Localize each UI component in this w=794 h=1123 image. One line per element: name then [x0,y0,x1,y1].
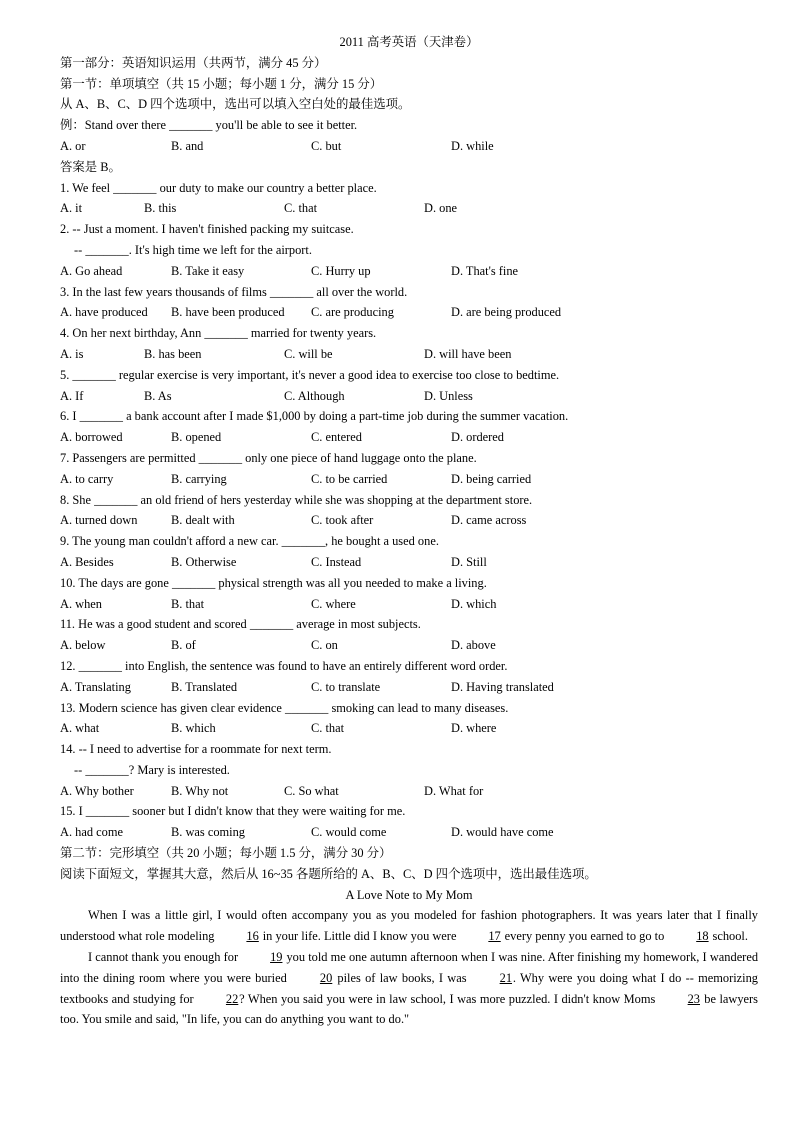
question-4-option-a: A. is [60,346,84,361]
question-7-options [60,469,758,490]
passage-text: ? When you said you were in law school, I was more puzzled. I didn't know Moms [239,991,659,1006]
passage-text: piles of law books, I was [333,970,471,985]
question-8-option-a: A. turned down [60,513,138,528]
question-10-option-a: A. when [60,596,102,611]
question-13-option-b: B. which [171,721,216,736]
passage-title: A Love Note to My Mom [345,887,473,902]
question-13-option-c: C. that [311,721,345,736]
question-4-option-d: D. will have been [424,346,512,361]
question-13-option-a: A. what [60,721,100,736]
example-option-b: B. and [171,138,204,153]
question-12-stem: 12. _______ into English, the sentence was found to have an entirely different word order. [60,658,508,673]
example-option-d: D. while [451,138,494,153]
cloze-blank-17: 17 [488,929,501,944]
question-9-option-a: A. Besides [60,554,114,569]
question-9-options [60,552,758,573]
question-11-option-c: C. on [311,638,338,653]
example-stem: 例：Stand over there _______ you'll be able to see it better. [60,118,358,133]
cloze-blank-19: 19 [270,950,283,965]
question-3-stem: 3. In the last few years thousands of films _______ all over the world. [60,284,408,299]
question-2-options [60,261,758,282]
question-7-option-d: D. being carried [451,471,532,486]
question-3-options [60,302,758,323]
question-8-options [60,510,758,531]
question-6-option-b: B. opened [171,430,222,445]
question-1-option-c: C. that [284,201,318,216]
question-15-option-c: C. would come [311,825,387,840]
question-1-option-a: A. it [60,201,83,216]
question-9-option-d: D. Still [451,554,487,569]
question-14-options [60,781,758,802]
question-2-stem: -- _______. It's high time we left for the airport. [74,242,312,257]
question-14-option-c: C. So what [284,783,339,798]
question-6-option-d: D. ordered [451,430,504,445]
question-15-option-d: D. would have come [451,825,554,840]
section2-instructions: 阅读下面短文，掌握其大意，然后从 16~35 各题所给的 A、B、C、D 四个选项中，选出最佳选项。 [60,866,597,881]
question-11-option-b: B. of [171,638,196,653]
page-title: 2011 高考英语（天津卷） [339,35,479,49]
passage-text: I cannot thank you enough for [88,950,242,965]
question-7-stem: 7. Passengers are permitted _______ only one piece of hand luggage onto the plane. [60,450,477,465]
question-8-option-d: D. came across [451,513,527,528]
question-7-option-b: B. carrying [171,471,227,486]
question-2-option-d: D. That's fine [451,263,519,278]
example-options [60,136,758,157]
question-1-options [60,198,758,219]
passage-text: every penny you earned to go to [501,929,668,944]
cloze-blank-21: 21 [499,970,513,985]
question-2-option-a: A. Go ahead [60,263,123,278]
section2-heading: 第二节：完形填空（共 20 小题；每小题 1.5 分，满分 30 分） [60,846,392,861]
passage-text: When I was a little girl, I would often accompany you as you modeled for fashion photographers. It was years later that I finally understood what role modeling [60,908,758,944]
question-10-stem: 10. The days are gone _______ physical strength was all you needed to make a living. [60,575,487,590]
question-1-option-d: D. one [424,201,458,216]
question-3-option-a: A. have produced [60,305,148,320]
passage-text: school. [709,929,748,944]
passage-text: in your life. Little did I know you were [259,929,460,944]
question-14-option-b: B. Why not [171,783,229,798]
question-4-option-b: B. has been [144,346,202,361]
question-9-stem: 9. The young man couldn't afford a new car. _______, he bought a used one. [60,534,439,549]
question-2-option-c: C. Hurry up [311,263,371,278]
question-3-option-c: C. are producing [311,305,394,320]
question-11-option-d: D. above [451,638,496,653]
question-13-stem: 13. Modern science has given clear evidence _______ smoking can lead to many diseases. [60,700,509,715]
cloze-blank-16: 16 [246,929,259,944]
question-6-options [60,427,758,448]
question-14-stem: 14. -- I need to advertise for a roommate for next term. [60,742,332,757]
question-12-option-b: B. Translated [171,679,238,694]
passage-paragraph-2 [60,947,758,1030]
cloze-blank-23: 23 [687,991,700,1006]
question-12-option-c: C. to translate [311,679,381,694]
question-7-option-c: C. to be carried [311,471,388,486]
cloze-blank-18: 18 [696,929,709,944]
example-option-c: C. but [311,138,342,153]
question-6-stem: 6. I _______ a bank account after I made $1,000 by doing a part-time job during the summer vacation. [60,409,569,424]
question-11-option-a: A. below [60,638,106,653]
exam-page [60,32,758,1030]
question-9-option-c: C. Instead [311,554,362,569]
example-option-a: A. or [60,138,86,153]
cloze-blank-20: 20 [319,970,333,985]
question-5-stem: 5. _______ regular exercise is very important, it's never a good idea to exercise too close to bedtime. [60,367,560,382]
question-15-options [60,822,758,843]
question-15-option-a: A. had come [60,825,123,840]
question-8-option-b: B. dealt with [171,513,235,528]
question-6-option-a: A. borrowed [60,430,123,445]
question-4-options [60,344,758,365]
question-13-option-d: D. where [451,721,497,736]
question-5-option-b: B. As [144,388,172,403]
question-2-option-b: B. Take it easy [171,263,245,278]
question-14-option-d: D. What for [424,783,484,798]
question-4-stem: 4. On her next birthday, Ann _______ married for twenty years. [60,326,377,341]
passage-text: you told me one autumn afternoon when I was nine. After finishing my homework, I wandered into the dining room where you were buried [60,950,759,985]
question-5-option-a: A. If [60,388,84,403]
passage-text: be lawyers too. You smile and said, "In life, you can do anything you want to do." [60,991,758,1027]
section1-instructions: 从 A、B、C、D 四个选项中，选出可以填入空白处的最佳选项。 [60,97,411,112]
question-8-option-c: C. took after [311,513,374,528]
part1-heading: 第一部分：英语知识运用（共两节，满分 45 分） [60,55,327,70]
question-12-options [60,677,758,698]
question-11-options [60,635,758,656]
question-10-options [60,594,758,615]
question-1-option-b: B. this [144,201,177,216]
question-4-option-c: C. will be [284,346,333,361]
question-12-option-d: D. Having translated [451,679,554,694]
question-15-stem: 15. I _______ sooner but I didn't know that they were waiting for me. [60,804,406,819]
question-10-option-c: C. where [311,596,356,611]
question-7-option-a: A. to carry [60,471,114,486]
passage-text: . Why were you doing what I do -- memorizing textbooks and studying for [60,970,758,1006]
question-list [60,178,758,844]
question-8-stem: 8. She _______ an old friend of hers yesterday while she was shopping at the department store. [60,492,533,507]
question-2-stem: 2. -- Just a moment. I haven't finished packing my suitcase. [60,222,354,237]
question-13-options [60,718,758,739]
question-11-stem: 11. He was a good student and scored _______ average in most subjects. [60,617,421,632]
question-10-option-b: B. that [171,596,205,611]
question-3-option-b: B. have been produced [171,305,285,320]
question-10-option-d: D. which [451,596,497,611]
question-12-option-a: A. Translating [60,679,131,694]
question-3-option-d: D. are being produced [451,305,562,320]
example-answer: 答案是 B。 [60,159,121,174]
question-1-stem: 1. We feel _______ our duty to make our country a better place. [60,180,377,195]
passage-paragraph-1 [60,905,758,947]
question-15-option-b: B. was coming [171,825,245,840]
question-6-option-c: C. entered [311,430,362,445]
question-14-option-a: A. Why bother [60,783,134,798]
question-14-stem: -- _______? Mary is interested. [74,762,230,777]
question-5-option-c: C. Although [284,388,345,403]
question-9-option-b: B. Otherwise [171,554,237,569]
cloze-blank-22: 22 [225,991,239,1006]
section1-heading: 第一节：单项填空（共 15 小题；每小题 1 分，满分 15 分） [60,76,383,91]
question-5-option-d: D. Unless [424,388,473,403]
question-5-options [60,386,758,407]
